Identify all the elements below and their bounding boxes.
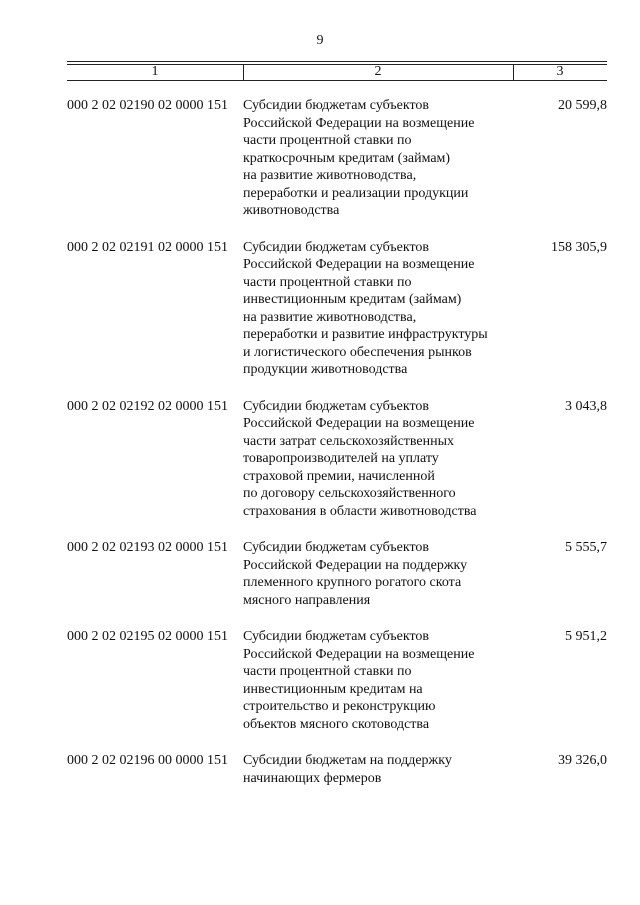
- description-line: начинающих фермеров: [243, 770, 382, 786]
- row-amount: 158 305,9: [551, 239, 607, 255]
- row-description: [243, 398, 513, 521]
- row-description: [243, 752, 513, 787]
- budget-code: 000 2 02 02196 00 0000 151: [67, 753, 228, 768]
- description-line: Российской Федерации на возмещение: [243, 646, 475, 662]
- table-row: [67, 239, 607, 379]
- column-number-3: 3: [556, 64, 564, 79]
- row-amount: 3 043,8: [565, 398, 607, 414]
- description-line: объектов мясного скотоводства: [243, 716, 430, 732]
- row-amount: 5 951,2: [565, 629, 607, 644]
- description-line: строительство и реконструкцию: [243, 699, 436, 714]
- description-line: товаропроизводителей на уплату: [243, 451, 439, 466]
- description-line: на развитие животноводства,: [243, 309, 417, 325]
- description-line: Российской Федерации на возмещение: [243, 257, 475, 272]
- budget-code: 000 2 02 02195 02 0000 151: [67, 629, 228, 644]
- budget-code: 000 2 02 02192 02 0000 151: [67, 398, 228, 414]
- row-description: [243, 539, 513, 609]
- description-line: Российской Федерации на возмещение: [243, 416, 475, 431]
- row-description: [243, 628, 513, 733]
- column-number-2: 2: [374, 64, 382, 79]
- description-line: по договору сельскохозяйственного: [243, 486, 456, 501]
- description-line: животноводства: [243, 203, 340, 218]
- table-row: [67, 628, 607, 733]
- description-line: переработки и развитие инфраструктуры: [243, 327, 488, 342]
- description-line: переработки и реализации продукции: [243, 185, 469, 201]
- description-line: части процентной ставки по: [243, 664, 412, 679]
- budget-code: 000 2 02 02190 02 0000 151: [67, 98, 228, 113]
- description-line: части процентной ставки по: [243, 274, 412, 290]
- table-row: [67, 398, 607, 521]
- description-line: краткосрочным кредитам (займам): [243, 150, 451, 166]
- table-row: [67, 97, 607, 220]
- row-amount: 20 599,8: [558, 98, 607, 113]
- description-line: мясного направления: [243, 592, 371, 608]
- row-description: [243, 97, 513, 220]
- header-rule-bottom: [67, 80, 607, 81]
- column-number-1: 1: [151, 64, 159, 79]
- description-line: страховой премии, начисленной: [243, 468, 435, 484]
- description-line: племенного крупного рогатого скота: [243, 575, 462, 590]
- description-line: части процентной ставки по: [243, 133, 412, 148]
- description-line: Российской Федерации на возмещение: [243, 115, 475, 131]
- description-line: инвестиционным кредитам на: [243, 681, 423, 697]
- description-line: страхования в области животноводства: [243, 503, 477, 519]
- description-line: части затрат сельскохозяйственных: [243, 433, 455, 449]
- table-row: [67, 539, 607, 609]
- description-line: Российской Федерации на поддержку: [243, 557, 468, 573]
- table-body: [67, 97, 607, 806]
- description-line: Субсидии бюджетам субъектов: [243, 98, 430, 113]
- description-line: инвестиционным кредитам (займам): [243, 292, 462, 307]
- description-line: Субсидии бюджетам субъектов: [243, 398, 430, 414]
- header-rule-top: [67, 61, 607, 62]
- description-line: и логистического обеспечения рынков: [243, 344, 472, 360]
- row-amount: 39 326,0: [558, 753, 607, 768]
- table-row: [67, 752, 607, 787]
- row-amount: 5 555,7: [565, 540, 607, 555]
- description-line: Субсидии бюджетам субъектов: [243, 629, 430, 644]
- budget-code: 000 2 02 02191 02 0000 151: [67, 239, 228, 255]
- description-line: Субсидии бюджетам субъектов: [243, 540, 430, 555]
- description-line: на развитие животноводства,: [243, 168, 417, 183]
- budget-code: 000 2 02 02193 02 0000 151: [67, 540, 228, 555]
- row-description: [243, 239, 513, 379]
- description-line: Субсидии бюджетам на поддержку: [243, 753, 452, 768]
- page-number: 9: [316, 33, 324, 48]
- description-line: продукции животноводства: [243, 362, 408, 377]
- description-line: Субсидии бюджетам субъектов: [243, 239, 430, 255]
- column-number-header: [67, 61, 607, 81]
